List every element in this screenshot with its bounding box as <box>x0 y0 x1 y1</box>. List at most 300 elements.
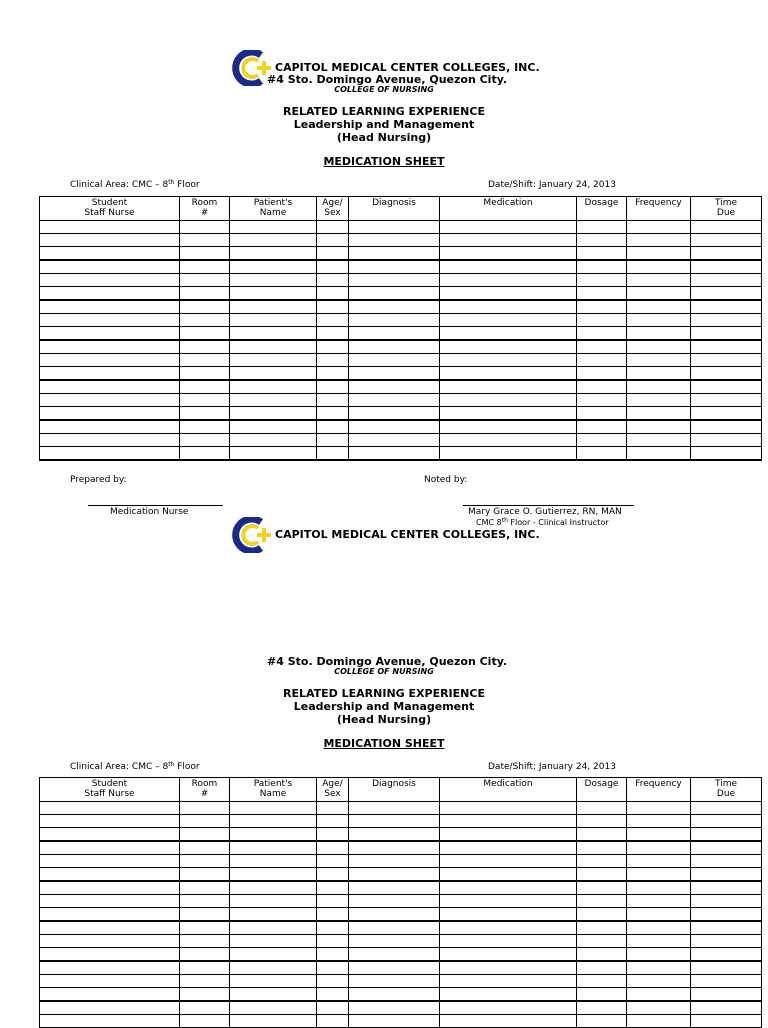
table-cell[interactable] <box>40 340 180 354</box>
table-cell[interactable] <box>440 1001 577 1015</box>
table-cell[interactable] <box>230 300 317 314</box>
table-cell[interactable] <box>691 815 762 828</box>
table-cell[interactable] <box>230 447 317 461</box>
table-cell[interactable] <box>349 247 440 261</box>
table-cell[interactable] <box>627 841 691 855</box>
table-cell[interactable] <box>691 1001 762 1015</box>
table-cell[interactable] <box>577 340 627 354</box>
table-cell[interactable] <box>577 314 627 327</box>
table-cell[interactable] <box>440 367 577 381</box>
table-cell[interactable] <box>317 420 349 434</box>
table-cell[interactable] <box>230 314 317 327</box>
table-cell[interactable] <box>317 988 349 1002</box>
table-cell[interactable] <box>349 420 440 434</box>
table-cell[interactable] <box>691 841 762 855</box>
table-cell[interactable] <box>577 868 627 882</box>
table-cell[interactable] <box>180 234 230 247</box>
table-cell[interactable] <box>349 868 440 882</box>
table-cell[interactable] <box>691 868 762 882</box>
table-cell[interactable] <box>349 274 440 287</box>
table-cell[interactable] <box>577 802 627 815</box>
table-cell[interactable] <box>230 327 317 341</box>
table-cell[interactable] <box>440 221 577 234</box>
table-cell[interactable] <box>180 340 230 354</box>
table-cell[interactable] <box>577 988 627 1002</box>
table-cell[interactable] <box>691 881 762 895</box>
table-cell[interactable] <box>317 314 349 327</box>
table-cell[interactable] <box>317 380 349 394</box>
table-cell[interactable] <box>440 380 577 394</box>
table-cell[interactable] <box>230 434 317 447</box>
table-cell[interactable] <box>40 407 180 421</box>
table-cell[interactable] <box>577 354 627 367</box>
table-cell[interactable] <box>317 367 349 381</box>
table-cell[interactable] <box>577 908 627 922</box>
table-cell[interactable] <box>180 247 230 261</box>
table-cell[interactable] <box>577 300 627 314</box>
table-cell[interactable] <box>440 961 577 975</box>
table-cell[interactable] <box>627 434 691 447</box>
table-cell[interactable] <box>349 988 440 1002</box>
table-cell[interactable] <box>40 961 180 975</box>
table-cell[interactable] <box>691 420 762 434</box>
table-cell[interactable] <box>349 367 440 381</box>
table-cell[interactable] <box>230 988 317 1002</box>
table-cell[interactable] <box>180 908 230 922</box>
table-cell[interactable] <box>317 300 349 314</box>
table-cell[interactable] <box>180 1001 230 1015</box>
table-cell[interactable] <box>180 921 230 935</box>
table-cell[interactable] <box>627 855 691 868</box>
table-cell[interactable] <box>691 221 762 234</box>
table-cell[interactable] <box>317 327 349 341</box>
table-cell[interactable] <box>230 855 317 868</box>
table-cell[interactable] <box>577 948 627 962</box>
table-cell[interactable] <box>40 935 180 948</box>
table-cell[interactable] <box>180 394 230 407</box>
table-cell[interactable] <box>349 815 440 828</box>
table-cell[interactable] <box>440 327 577 341</box>
table-cell[interactable] <box>180 802 230 815</box>
table-cell[interactable] <box>577 260 627 274</box>
table-cell[interactable] <box>691 935 762 948</box>
table-cell[interactable] <box>180 855 230 868</box>
table-cell[interactable] <box>440 407 577 421</box>
table-cell[interactable] <box>40 988 180 1002</box>
table-cell[interactable] <box>691 367 762 381</box>
table-cell[interactable] <box>317 841 349 855</box>
table-cell[interactable] <box>577 828 627 842</box>
table-cell[interactable] <box>577 975 627 988</box>
table-cell[interactable] <box>40 420 180 434</box>
table-cell[interactable] <box>230 841 317 855</box>
table-cell[interactable] <box>577 327 627 341</box>
table-cell[interactable] <box>440 841 577 855</box>
table-cell[interactable] <box>349 921 440 935</box>
table-cell[interactable] <box>317 234 349 247</box>
table-cell[interactable] <box>317 881 349 895</box>
table-cell[interactable] <box>349 1015 440 1028</box>
table-cell[interactable] <box>317 1001 349 1015</box>
table-cell[interactable] <box>349 881 440 895</box>
table-cell[interactable] <box>627 247 691 261</box>
table-cell[interactable] <box>349 961 440 975</box>
table-cell[interactable] <box>691 274 762 287</box>
table-cell[interactable] <box>180 828 230 842</box>
table-cell[interactable] <box>40 394 180 407</box>
table-cell[interactable] <box>440 948 577 962</box>
table-cell[interactable] <box>691 300 762 314</box>
table-cell[interactable] <box>349 828 440 842</box>
table-cell[interactable] <box>627 354 691 367</box>
table-cell[interactable] <box>691 394 762 407</box>
table-cell[interactable] <box>627 340 691 354</box>
table-cell[interactable] <box>691 921 762 935</box>
table-cell[interactable] <box>627 921 691 935</box>
table-cell[interactable] <box>317 274 349 287</box>
table-cell[interactable] <box>577 921 627 935</box>
table-cell[interactable] <box>349 394 440 407</box>
table-cell[interactable] <box>627 895 691 908</box>
table-cell[interactable] <box>180 380 230 394</box>
table-cell[interactable] <box>230 340 317 354</box>
table-cell[interactable] <box>627 447 691 461</box>
table-cell[interactable] <box>627 881 691 895</box>
table-cell[interactable] <box>180 314 230 327</box>
table-cell[interactable] <box>691 407 762 421</box>
table-cell[interactable] <box>577 881 627 895</box>
table-cell[interactable] <box>230 420 317 434</box>
table-cell[interactable] <box>40 274 180 287</box>
table-cell[interactable] <box>440 340 577 354</box>
table-cell[interactable] <box>317 802 349 815</box>
table-cell[interactable] <box>349 948 440 962</box>
table-cell[interactable] <box>230 380 317 394</box>
table-cell[interactable] <box>40 434 180 447</box>
table-cell[interactable] <box>40 234 180 247</box>
table-cell[interactable] <box>691 1015 762 1028</box>
table-cell[interactable] <box>577 247 627 261</box>
table-cell[interactable] <box>40 868 180 882</box>
table-cell[interactable] <box>230 274 317 287</box>
table-cell[interactable] <box>440 287 577 301</box>
table-cell[interactable] <box>40 260 180 274</box>
table-cell[interactable] <box>317 434 349 447</box>
table-cell[interactable] <box>317 247 349 261</box>
table-cell[interactable] <box>180 407 230 421</box>
table-cell[interactable] <box>317 815 349 828</box>
table-cell[interactable] <box>691 340 762 354</box>
table-cell[interactable] <box>577 394 627 407</box>
table-cell[interactable] <box>691 260 762 274</box>
table-cell[interactable] <box>317 908 349 922</box>
table-cell[interactable] <box>440 802 577 815</box>
table-cell[interactable] <box>440 394 577 407</box>
table-cell[interactable] <box>349 380 440 394</box>
table-cell[interactable] <box>440 881 577 895</box>
table-cell[interactable] <box>349 802 440 815</box>
table-cell[interactable] <box>40 221 180 234</box>
table-cell[interactable] <box>230 234 317 247</box>
table-cell[interactable] <box>317 221 349 234</box>
table-cell[interactable] <box>349 855 440 868</box>
table-cell[interactable] <box>230 908 317 922</box>
table-cell[interactable] <box>40 247 180 261</box>
table-cell[interactable] <box>230 367 317 381</box>
table-cell[interactable] <box>230 802 317 815</box>
table-cell[interactable] <box>40 1001 180 1015</box>
table-cell[interactable] <box>230 935 317 948</box>
table-cell[interactable] <box>691 828 762 842</box>
table-cell[interactable] <box>691 855 762 868</box>
table-cell[interactable] <box>349 221 440 234</box>
table-cell[interactable] <box>180 367 230 381</box>
table-cell[interactable] <box>440 895 577 908</box>
table-cell[interactable] <box>691 287 762 301</box>
table-cell[interactable] <box>349 354 440 367</box>
table-cell[interactable] <box>180 895 230 908</box>
table-cell[interactable] <box>349 260 440 274</box>
table-cell[interactable] <box>349 935 440 948</box>
table-cell[interactable] <box>691 354 762 367</box>
table-cell[interactable] <box>627 868 691 882</box>
table-cell[interactable] <box>577 961 627 975</box>
table-cell[interactable] <box>440 975 577 988</box>
table-cell[interactable] <box>627 948 691 962</box>
table-cell[interactable] <box>230 975 317 988</box>
table-cell[interactable] <box>349 434 440 447</box>
table-cell[interactable] <box>349 841 440 855</box>
table-cell[interactable] <box>440 855 577 868</box>
table-cell[interactable] <box>627 1015 691 1028</box>
table-cell[interactable] <box>440 247 577 261</box>
table-cell[interactable] <box>180 961 230 975</box>
table-cell[interactable] <box>40 921 180 935</box>
table-cell[interactable] <box>40 975 180 988</box>
table-cell[interactable] <box>230 815 317 828</box>
table-cell[interactable] <box>577 1015 627 1028</box>
table-cell[interactable] <box>440 828 577 842</box>
table-cell[interactable] <box>40 380 180 394</box>
table-cell[interactable] <box>440 988 577 1002</box>
table-cell[interactable] <box>317 287 349 301</box>
table-cell[interactable] <box>40 314 180 327</box>
table-cell[interactable] <box>627 407 691 421</box>
table-cell[interactable] <box>691 948 762 962</box>
table-cell[interactable] <box>349 975 440 988</box>
table-cell[interactable] <box>40 287 180 301</box>
table-cell[interactable] <box>349 340 440 354</box>
table-cell[interactable] <box>577 935 627 948</box>
table-cell[interactable] <box>317 935 349 948</box>
table-cell[interactable] <box>627 802 691 815</box>
table-cell[interactable] <box>440 300 577 314</box>
table-cell[interactable] <box>230 354 317 367</box>
table-cell[interactable] <box>577 1001 627 1015</box>
table-cell[interactable] <box>627 380 691 394</box>
table-cell[interactable] <box>40 367 180 381</box>
table-cell[interactable] <box>317 354 349 367</box>
table-cell[interactable] <box>691 988 762 1002</box>
table-cell[interactable] <box>40 948 180 962</box>
table-cell[interactable] <box>180 841 230 855</box>
table-cell[interactable] <box>317 961 349 975</box>
table-cell[interactable] <box>349 327 440 341</box>
table-cell[interactable] <box>627 221 691 234</box>
table-cell[interactable] <box>180 300 230 314</box>
table-cell[interactable] <box>440 314 577 327</box>
table-cell[interactable] <box>577 855 627 868</box>
table-cell[interactable] <box>627 300 691 314</box>
table-cell[interactable] <box>40 881 180 895</box>
table-cell[interactable] <box>180 420 230 434</box>
table-cell[interactable] <box>577 434 627 447</box>
table-cell[interactable] <box>577 367 627 381</box>
table-cell[interactable] <box>691 434 762 447</box>
table-cell[interactable] <box>627 287 691 301</box>
table-cell[interactable] <box>180 327 230 341</box>
table-cell[interactable] <box>440 434 577 447</box>
table-cell[interactable] <box>317 855 349 868</box>
table-cell[interactable] <box>230 247 317 261</box>
table-cell[interactable] <box>230 961 317 975</box>
table-cell[interactable] <box>180 868 230 882</box>
table-cell[interactable] <box>577 287 627 301</box>
table-cell[interactable] <box>627 327 691 341</box>
table-cell[interactable] <box>440 260 577 274</box>
table-cell[interactable] <box>440 274 577 287</box>
table-cell[interactable] <box>180 948 230 962</box>
table-cell[interactable] <box>577 234 627 247</box>
table-cell[interactable] <box>180 260 230 274</box>
table-cell[interactable] <box>440 815 577 828</box>
table-cell[interactable] <box>230 287 317 301</box>
table-cell[interactable] <box>230 260 317 274</box>
table-cell[interactable] <box>627 908 691 922</box>
table-cell[interactable] <box>230 881 317 895</box>
table-cell[interactable] <box>440 921 577 935</box>
table-cell[interactable] <box>40 815 180 828</box>
table-cell[interactable] <box>577 380 627 394</box>
table-cell[interactable] <box>180 815 230 828</box>
table-cell[interactable] <box>180 287 230 301</box>
table-cell[interactable] <box>691 975 762 988</box>
table-cell[interactable] <box>627 420 691 434</box>
table-cell[interactable] <box>230 394 317 407</box>
table-cell[interactable] <box>40 1015 180 1028</box>
table-cell[interactable] <box>40 300 180 314</box>
table-cell[interactable] <box>40 828 180 842</box>
table-cell[interactable] <box>577 221 627 234</box>
table-cell[interactable] <box>230 221 317 234</box>
table-cell[interactable] <box>317 921 349 935</box>
table-cell[interactable] <box>691 327 762 341</box>
table-cell[interactable] <box>230 1015 317 1028</box>
table-cell[interactable] <box>40 841 180 855</box>
table-cell[interactable] <box>577 841 627 855</box>
table-cell[interactable] <box>180 988 230 1002</box>
table-cell[interactable] <box>230 895 317 908</box>
table-cell[interactable] <box>317 407 349 421</box>
table-cell[interactable] <box>180 274 230 287</box>
table-cell[interactable] <box>180 975 230 988</box>
table-cell[interactable] <box>230 948 317 962</box>
table-cell[interactable] <box>577 447 627 461</box>
table-cell[interactable] <box>317 394 349 407</box>
table-cell[interactable] <box>577 815 627 828</box>
table-cell[interactable] <box>230 407 317 421</box>
table-cell[interactable] <box>349 287 440 301</box>
table-cell[interactable] <box>691 234 762 247</box>
table-cell[interactable] <box>691 447 762 461</box>
table-cell[interactable] <box>627 260 691 274</box>
table-cell[interactable] <box>440 935 577 948</box>
table-cell[interactable] <box>317 895 349 908</box>
table-cell[interactable] <box>230 828 317 842</box>
table-cell[interactable] <box>627 988 691 1002</box>
table-cell[interactable] <box>440 1015 577 1028</box>
table-cell[interactable] <box>317 260 349 274</box>
table-cell[interactable] <box>317 975 349 988</box>
table-cell[interactable] <box>627 234 691 247</box>
table-cell[interactable] <box>317 868 349 882</box>
table-cell[interactable] <box>40 802 180 815</box>
table-cell[interactable] <box>40 447 180 461</box>
table-cell[interactable] <box>40 327 180 341</box>
table-cell[interactable] <box>577 407 627 421</box>
table-cell[interactable] <box>180 935 230 948</box>
table-cell[interactable] <box>627 815 691 828</box>
table-cell[interactable] <box>317 948 349 962</box>
table-cell[interactable] <box>180 447 230 461</box>
table-cell[interactable] <box>317 340 349 354</box>
table-cell[interactable] <box>691 314 762 327</box>
table-cell[interactable] <box>230 1001 317 1015</box>
table-cell[interactable] <box>691 380 762 394</box>
table-cell[interactable] <box>627 828 691 842</box>
table-cell[interactable] <box>40 895 180 908</box>
table-cell[interactable] <box>627 367 691 381</box>
table-cell[interactable] <box>180 354 230 367</box>
table-cell[interactable] <box>627 1001 691 1015</box>
table-cell[interactable] <box>349 447 440 461</box>
table-cell[interactable] <box>349 314 440 327</box>
table-cell[interactable] <box>577 895 627 908</box>
table-cell[interactable] <box>440 447 577 461</box>
table-cell[interactable] <box>627 935 691 948</box>
table-cell[interactable] <box>40 855 180 868</box>
table-cell[interactable] <box>440 354 577 367</box>
table-cell[interactable] <box>349 895 440 908</box>
table-cell[interactable] <box>317 828 349 842</box>
table-cell[interactable] <box>230 921 317 935</box>
table-cell[interactable] <box>691 895 762 908</box>
table-cell[interactable] <box>349 407 440 421</box>
table-cell[interactable] <box>577 274 627 287</box>
table-cell[interactable] <box>349 908 440 922</box>
table-cell[interactable] <box>691 908 762 922</box>
table-cell[interactable] <box>180 221 230 234</box>
table-cell[interactable] <box>317 1015 349 1028</box>
table-cell[interactable] <box>627 975 691 988</box>
table-cell[interactable] <box>627 314 691 327</box>
table-cell[interactable] <box>627 394 691 407</box>
table-cell[interactable] <box>349 300 440 314</box>
table-cell[interactable] <box>627 274 691 287</box>
table-cell[interactable] <box>440 234 577 247</box>
table-cell[interactable] <box>691 802 762 815</box>
table-cell[interactable] <box>440 420 577 434</box>
